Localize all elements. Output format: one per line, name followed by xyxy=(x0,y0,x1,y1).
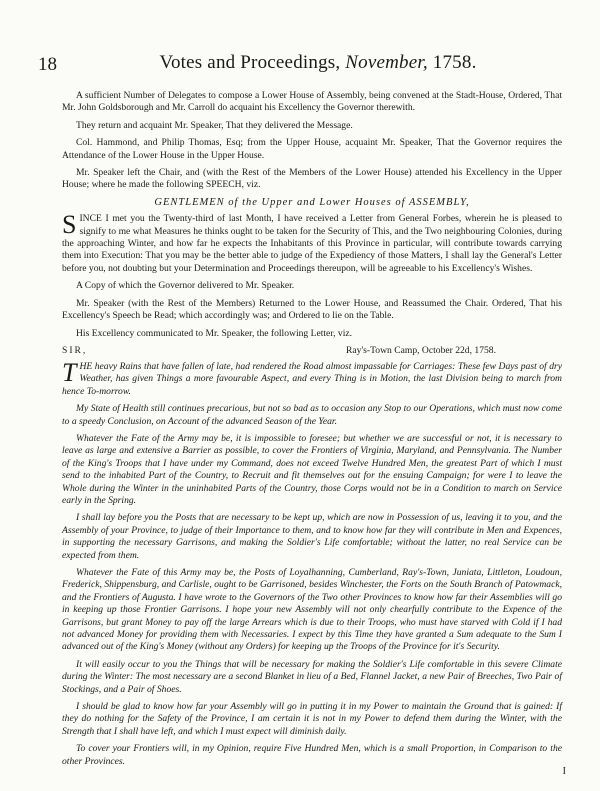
running-title xyxy=(98,52,538,74)
paragraph-message-delivered: They return and acquaint Mr. Speaker, That they delivered the Message. xyxy=(76,119,353,131)
letter-paragraph: I should be glad to know how far your Assembly will go in putting it in my Power to maintain the Ground that is gained: If they do nothing for the Safety of the Province, I am certain it is not in my Power to defend them during the Winter, with the Strength that I shall have left, and which I must expect will diminish daily. xyxy=(62,701,562,737)
paragraph-copy-delivered: A Copy of which the Governor delivered to Mr. Speaker. xyxy=(76,280,295,292)
forbes-letter xyxy=(62,357,562,768)
letter-paragraph: I shall lay before you the Posts that are necessary to be kept up, which are now in Possession of us, leaving it to you, and the Assembly of your Province, to judge of their Importance to them, and to know how far they will contribute in Men and Expences, in supporting the necessary Garrisons, and making the Soldier's Life comfortable; without the latter, no real Service can be expected from them. xyxy=(62,512,562,561)
paragraph-upper-house-summons: Col. Hammond, and Philip Thomas, Esq; from the Upper House, acquaint Mr. Speaker, That the Governor requires the Attendance of the Lower House in the Upper House. xyxy=(62,137,562,161)
catchword: I xyxy=(562,766,566,777)
speech-text: INCE I met you the Twenty-third of last Month, I have received a Letter from General Forbes, wherein he is pleased to signify to me what Measures he thinks ought to be taken for the Security of This, and the Two neighbouring Colonies, during the approaching Winter, and how far he expects the Inhabitants of this Province in particular, will contribute towards carrying them into Execution: That you may be the better able to judge of the Expediency of those Matters, I shall lay the General's Letter before you, not doubting but your Determination and Proceedings thereupon, will be agreeable to his Excellency's Wishes. xyxy=(62,213,562,274)
letter-drop-cap: T xyxy=(62,357,77,387)
letter-paragraph xyxy=(62,357,562,398)
paragraph-letter-communicated: His Excellency communicated to Mr. Speaker, the following Letter, viz. xyxy=(76,327,353,339)
letter-paragraph: To cover your Frontiers will, in my Opinion, require Five Hundred Men, which is a small Proportion, in Comparison to the other Provinces. xyxy=(62,743,562,767)
paragraph-delegates: A sufficient Number of Delegates to compose a Lower House of Assembly, being convened at the Stadt-House, Ordered, That Mr. John Goldsborough and Mr. Carroll do acquaint his Excellency the Governor therewith. xyxy=(62,90,562,114)
title-month: November, xyxy=(345,52,428,73)
governor-speech xyxy=(62,210,562,275)
title-year: 1758. xyxy=(432,52,477,73)
letter-paragraph: Whatever the Fate of this Army may be, the Posts of Loyalhanning, Cumberland, Ray's-Town, Juniata, Littleton, Loudoun, Frederick, Shippensburg, and Carlisle, ought to be Garrisoned, besides Winchester, the Forts on the South Branch of Patowmack, and the Frontiers of Augusta. I have wrote to the Governors of the Two other Provinces to know how far their Assemblies will go in keeping up those Frontier Garrisons. I hope your new Assembly will not only chearfully contribute to the Expence of the Garrisons, but grant Money to pay off the large Arrears which is due to their Troops, who must have starved with Cold if I had not advanced Money for providing them with Necessaries. I expect by this Time they have granted a Sum adequate to the Sum I advanced out of the King's Money (without any Orders) for keeping up the Troops of the Province for it's Security. xyxy=(62,567,562,653)
page-number: 18 xyxy=(38,54,57,75)
letter-paragraph: My State of Health still continues precarious, but not so bad as to occasion any Stop to our Operations, which must now come to a speedy Conclusion, on Account of the advanced Season of the Year. xyxy=(62,403,562,427)
speech-drop-cap: S xyxy=(62,210,77,240)
letter-dateline: Ray's-Town Camp, October 22d, 1758. xyxy=(345,344,496,356)
paragraph-returned-to-house: Mr. Speaker (with the Rest of the Members) Returned to the Lower House, and Reassumed the Chair. Ordered, That his Excellency's Speech be Read; which accordingly was; and Ordered to lie on the Table. xyxy=(62,297,562,322)
letter-salutation: SIR, xyxy=(62,344,88,356)
page-header xyxy=(38,52,558,78)
paragraph-speaker-attends: Mr. Speaker left the Chair, and (with the Rest of the Members of the Lower House) attended his Excellency in the Upper House; where he made the following SPEECH, viz. xyxy=(62,167,562,191)
letter-paragraph-text: HE heavy Rains that have fallen of late, had rendered the Road almost impassable for Carriages: These few Days past of dry Weather, has given Things a more favourable Aspect, and every Thing is in Motion, the last Division being to march from hence To-morrow. xyxy=(62,360,562,397)
speech-heading: GENTLEMEN of the Upper and Lower Houses of ASSEMBLY, xyxy=(154,196,470,208)
title-prefix: Votes and Proceedings, xyxy=(159,52,341,73)
letter-paragraph: It will easily occur to you the Things that will be necessary for making the Soldier's Life comfortable in this severe Climate during the Winter: The most necessary are a second Blanket in lieu of a Bed, Flannel Jacket, a new Pair of Breeches, Two Pair of Stockings, and a Pair of Shoes. xyxy=(62,658,562,695)
body-text xyxy=(62,90,562,773)
letter-paragraph: Whatever the Fate of the Army may be, it is impossible to foresee; but whether we are successful or not, it is necessary to leave as large and extensive a Barrier as possible, to cover the Frontiers of Virginia, Maryland, and Pennsylvania. The Number of the King's Troops that I have under my Command, does not exceed Twelve Hundred Men, the greatest Part of which I must send to the inhabited Part of the Country, to Recruit and fit themselves out for the ensuing Campaign; for were I to leave the Whole during the Winter in the uninhabited Parts of the Country, those Corps would not be in a Condition to march on Service early in the Spring. xyxy=(62,432,562,506)
letter-head xyxy=(62,345,562,359)
